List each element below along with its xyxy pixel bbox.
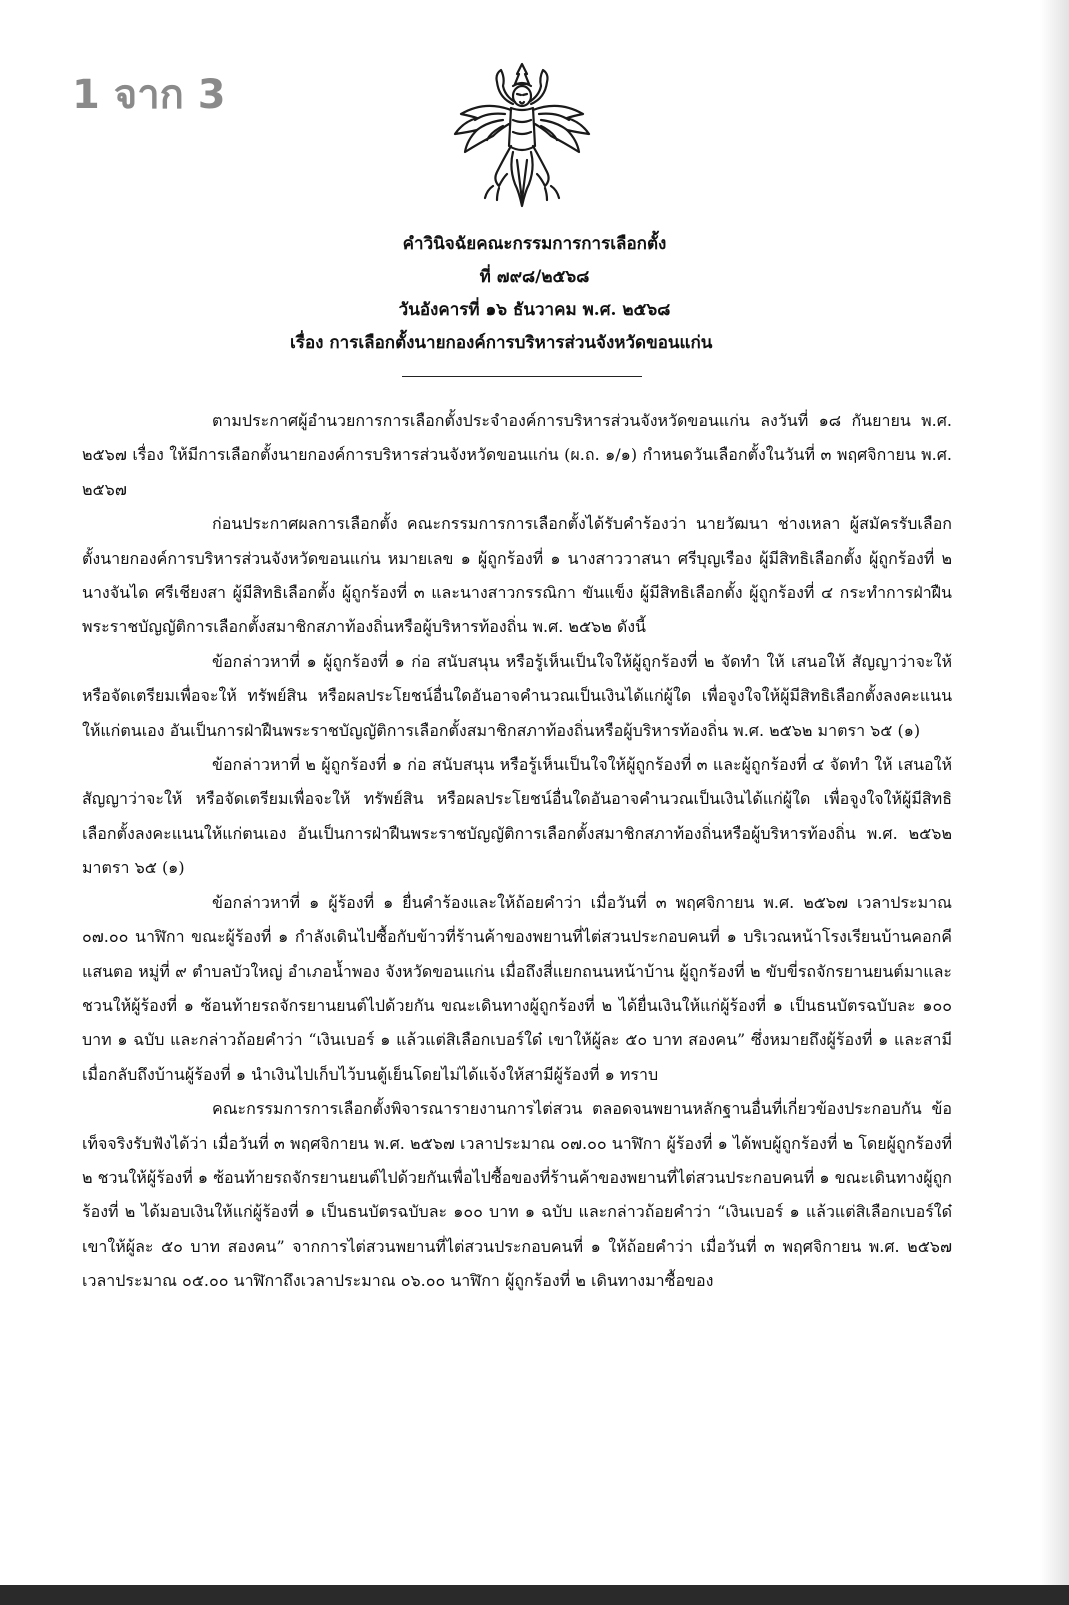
body-paragraph: คณะกรรมการการเลือกตั้งพิจารณารายงานการไต่สวน ตลอดจนพยานหลักฐานอื่นที่เกี่ยวข้องประกอบกัน ข้อเท็จจริงรับฟังได้ว่า เมื่อวันที่ ๓ พฤศจิกายน พ.ศ. ๒๕๖๗ เวลาประมาณ ๐๗.๐๐ นาฬิกา ผู้ร้องที่ ๑ ได้พบผู้ถูกร้องที่ ๒ โดยผู้ถูกร้องที่ ๒ ชวนให้ผู้ร้องที่ ๑ ซ้อนท้ายรถจักรยานยนต์ไปด้วยกันเพื่อไปซื้อของที่ร้านค้าของพยานที่ไต่สวนประกอบคนที่ ๑ ขณะเดินทางผู้ถูกร้องที่ ๒ ได้มอบเงินให้แก่ผู้ร้องที่ ๑ เป็นธนบัตรฉบับละ ๑๐๐ บาท ๑ ฉบับ และกล่าวถ้อยคำว่า “เงินเบอร์ ๑ แล้วแต่สิเลือกเบอร์ใด๋ เขาให้ผู้ละ ๕๐ บาท สองคน” จากการไต่สวนพยานที่ไต่สวนประกอบคนที่ ๑ ให้ถ้อยคำว่า เมื่อวันที่ ๓ พฤศจิกายน พ.ศ. ๒๕๖๗ เวลาประมาณ ๐๕.๐๐ นาฬิกาถึงเวลาประมาณ ๐๖.๐๐ นาฬิกา ผู้ถูกร้องที่ ๒ เดินทางมาซื้อของ [82, 1099, 952, 1291]
header-divider [402, 376, 642, 377]
body-paragraph: ข้อกล่าวหาที่ ๒ ผู้ถูกร้องที่ ๑ ก่อ สนับสนุน หรือรู้เห็นเป็นใจให้ผู้ถูกร้องที่ ๓ และผู้ถูกร้องที่ ๔ จัดทำ ให้ เสนอให้ สัญญาว่าจะให้ หรือจัดเตรียมเพื่อจะให้ ทรัพย์สิน หรือผลประโยชน์อื่นใดอันอาจคำนวณเป็นเงินได้แก่ผู้ใด เพื่อจูงใจให้ผู้มีสิทธิเลือกตั้งลงคะแนนให้แก่ตนเอง อันเป็นการฝ่าฝืนพระราชบัญญัติการเลือกตั้งสมาชิกสภาท้องถิ่นหรือผู้บริหารท้องถิ่น พ.ศ. ๒๕๖๒ มาตรา ๖๕ (๑) [82, 755, 952, 878]
decision-date: วันอังคารที่ ๑๖ ธันวาคม พ.ศ. ๒๕๖๘ [398, 300, 671, 320]
scan-bottom-edge [0, 1585, 1069, 1605]
document-header [0, 228, 1069, 360]
decision-number: ที่ ๗๙๘/๒๕๖๘ [479, 267, 590, 287]
decision-subject: เรื่อง การเลือกตั้งนายกองค์การบริหารส่วนจังหวัดขอนแก่น [290, 333, 713, 353]
decision-title: คำวินิจฉัยคณะกรรมการการเลือกตั้ง [402, 234, 667, 254]
body-paragraph: ก่อนประกาศผลการเลือกตั้ง คณะกรรมการการเลือกตั้งได้รับคำร้องว่า นายวัฒนา ช่างเหลา ผู้สมัครรับเลือกตั้งนายกองค์การบริหารส่วนจังหวัดขอนแก่น หมายเลข ๑ ผู้ถูกร้องที่ ๑ นางสาววาสนา ศรีบุญเรือง ผู้มีสิทธิเลือกตั้ง ผู้ถูกร้องที่ ๒ นางจันได ศรีเชียงสา ผู้มีสิทธิเลือกตั้ง ผู้ถูกร้องที่ ๓ และนางสาวกรรณิกา ขันแข็ง ผู้มีสิทธิเลือกตั้ง ผู้ถูกร้องที่ ๔ กระทำการฝ่าฝืนพระราชบัญญัติการเลือกตั้งสมาชิกสภาท้องถิ่นหรือผู้บริหารท้องถิ่น พ.ศ. ๒๕๖๒ ดังนี้ [82, 514, 953, 637]
scan-edge-shadow [1040, 0, 1069, 1605]
page-indicator: 1 จาก 3 [72, 72, 226, 118]
body-paragraph: ข้อกล่าวหาที่ ๑ ผู้ถูกร้องที่ ๑ ก่อ สนับสนุน หรือรู้เห็นเป็นใจให้ผู้ถูกร้องที่ ๒ จัดทำ ให้ เสนอให้ สัญญาว่าจะให้ หรือจัดเตรียมเพื่อจะให้ ทรัพย์สิน หรือผลประโยชน์อื่นใดอันอาจคำนวณเป็นเงินได้แก่ผู้ใด เพื่อจูงใจให้ผู้มีสิทธิเลือกตั้งลงคะแนนให้แก่ตนเอง อันเป็นการฝ่าฝืนพระราชบัญญัติการเลือกตั้งสมาชิกสภาท้องถิ่นหรือผู้บริหารท้องถิ่น พ.ศ. ๒๕๖๒ มาตรา ๖๕ (๑) [82, 651, 952, 740]
document-body [82, 404, 952, 1299]
body-paragraph: ข้อกล่าวหาที่ ๑ ผู้ร้องที่ ๑ ยื่นคำร้องและให้ถ้อยคำว่า เมื่อวันที่ ๓ พฤศจิกายน พ.ศ. ๒๕๖๗ เวลาประมาณ ๐๗.๐๐ นาฬิกา ขณะผู้ร้องที่ ๑ กำลังเดินไปซื้อกับข้าวที่ร้านค้าของพยานที่ไต่สวนประกอบคนที่ ๑ บริเวณหน้าโรงเรียนบ้านคอกคีแสนตอ หมู่ที่ ๙ ตำบลบัวใหญ่ อำเภอน้ำพอง จังหวัดขอนแก่น เมื่อถึงสี่แยกถนนหน้าบ้าน ผู้ถูกร้องที่ ๒ ขับขี่รถจักรยานยนต์มาและชวนให้ผู้ร้องที่ ๑ ซ้อนท้ายรถจักรยานยนต์ไปด้วยกัน ขณะเดินทางผู้ถูกร้องที่ ๒ ได้ยื่นเงินให้แก่ผู้ร้องที่ ๑ เป็นธนบัตรฉบับละ ๑๐๐ บาท ๑ ฉบับ และกล่าวถ้อยคำว่า “เงินเบอร์ ๑ แล้วแต่สิเลือกเบอร์ใด๋ เขาให้ผู้ละ ๕๐ บาท สองคน” ซึ่งหมายถึงผู้ร้องที่ ๑ และสามี เมื่อกลับถึงบ้านผู้ร้องที่ ๑ นำเงินไปเก็บไว้บนตู้เย็นโดยไม่ได้แจ้งให้สามีผู้ร้องที่ ๑ ทราบ [82, 892, 953, 1084]
body-paragraph: ตามประกาศผู้อำนวยการการเลือกตั้งประจำองค์การบริหารส่วนจังหวัดขอนแก่น ลงวันที่ ๑๘ กันยายน พ.ศ. ๒๕๖๗ เรื่อง ให้มีการเลือกตั้งนายกองค์การบริหารส่วนจังหวัดขอนแก่น (ผ.ถ. ๑/๑) กำหนดวันเลือกตั้งในวันที่ ๓ พฤศจิกายน พ.ศ. ๒๕๖๗ [82, 411, 952, 499]
garuda-emblem-icon [447, 60, 597, 210]
